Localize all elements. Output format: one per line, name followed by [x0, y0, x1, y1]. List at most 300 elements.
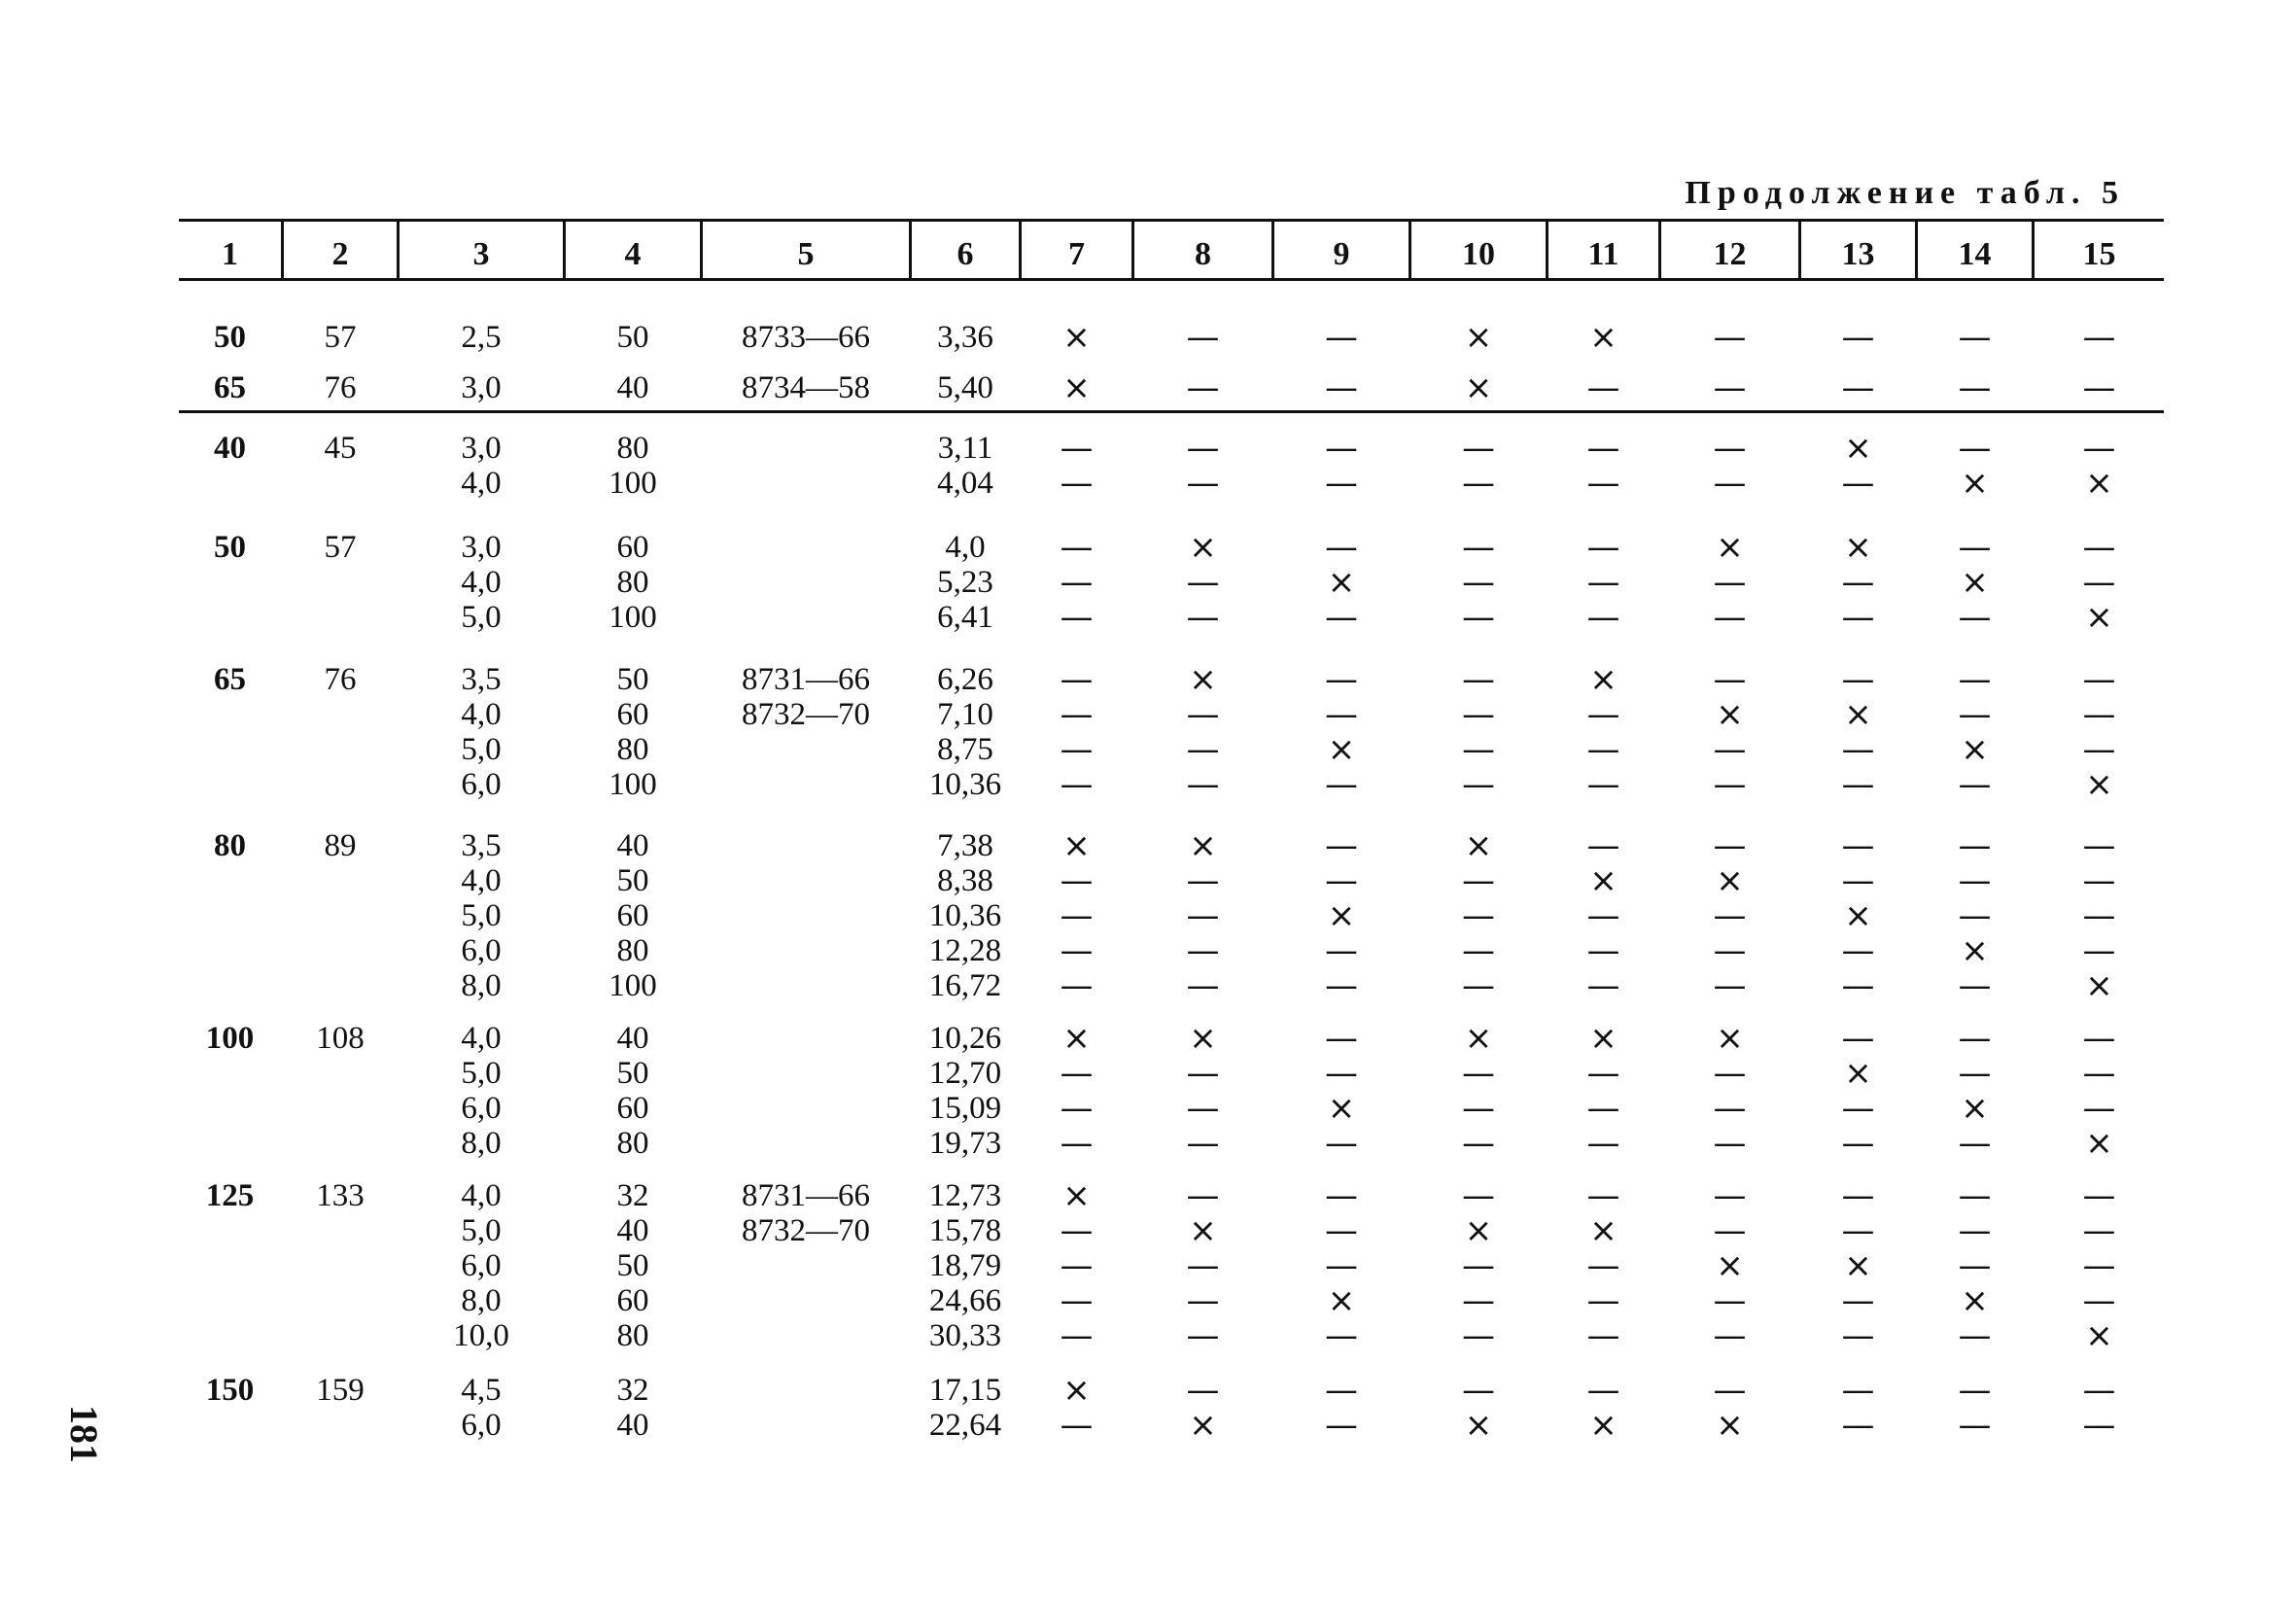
cell-flag-column-11: — — [1586, 695, 1620, 734]
cell-column-4: 32 — [616, 1373, 649, 1408]
cell-flag-column-9: — — [1325, 1246, 1358, 1285]
cell-flag-column-9: — — [1325, 1316, 1358, 1355]
cell-flag-column-14: — — [1958, 318, 1992, 357]
cell-outer-diameter-nominal: 50 — [214, 320, 246, 355]
cell-flag-column-7: — — [1060, 1211, 1094, 1250]
header-column-separator — [1271, 222, 1274, 278]
cell-flag-column-15: × — [2085, 598, 2113, 637]
cell-flag-column-10: — — [1462, 765, 1495, 804]
cell-flag-column-13: — — [1841, 1281, 1875, 1320]
cell-flag-column-7: × — [1062, 318, 1091, 357]
cell-wall-thickness: 6,0 — [461, 1091, 502, 1126]
cell-flag-column-15: — — [2082, 368, 2116, 407]
cell-flag-column-7: — — [1060, 695, 1094, 734]
cell-flag-column-7: — — [1060, 660, 1094, 699]
cell-flag-column-11: × — [1589, 861, 1618, 900]
cell-flag-column-9: — — [1325, 1371, 1358, 1410]
cell-flag-column-14: × — [1961, 730, 1989, 769]
cell-flag-column-15: — — [2082, 896, 2116, 935]
cell-flag-column-10: — — [1462, 730, 1495, 769]
cell-flag-column-9: — — [1325, 1406, 1358, 1445]
cell-flag-column-11: — — [1586, 1089, 1620, 1128]
cell-flag-column-11: — — [1586, 966, 1620, 1005]
cell-flag-column-15: — — [2082, 318, 2116, 357]
cell-flag-column-14: — — [1958, 1316, 1992, 1355]
cell-flag-column-9: — — [1325, 464, 1358, 503]
cell-flag-column-14: — — [1958, 1406, 1992, 1445]
cell-flag-column-9: — — [1325, 861, 1358, 900]
cell-flag-column-15: — — [2082, 660, 2116, 699]
cell-flag-column-7: — — [1060, 931, 1094, 970]
cell-flag-column-7: — — [1060, 528, 1094, 567]
cell-outer-diameter: 133 — [316, 1178, 365, 1213]
cell-flag-column-8: — — [1186, 464, 1220, 503]
cell-standard: 8731—66 — [742, 662, 870, 697]
cell-wall-thickness: 4,0 — [461, 863, 502, 898]
cell-wall-thickness: 3,5 — [461, 662, 502, 697]
cell-flag-column-13: — — [1841, 1371, 1875, 1410]
cell-flag-column-9: — — [1325, 368, 1358, 407]
cell-outer-diameter-nominal: 50 — [214, 530, 246, 565]
cell-mass: 6,41 — [937, 600, 993, 635]
cell-flag-column-10: — — [1462, 1089, 1495, 1128]
cell-mass: 19,73 — [928, 1126, 1002, 1161]
cell-flag-column-15: × — [2085, 1124, 2113, 1163]
cell-standard: 8732—70 — [742, 1213, 870, 1248]
cell-flag-column-13: — — [1841, 1406, 1875, 1445]
cell-flag-column-10: — — [1462, 861, 1495, 900]
cell-flag-column-13: — — [1841, 318, 1875, 357]
cell-flag-column-9: — — [1325, 695, 1358, 734]
cell-flag-column-8: × — [1189, 660, 1217, 699]
cell-flag-column-11: — — [1586, 931, 1620, 970]
cell-wall-thickness: 2,5 — [461, 320, 502, 355]
cell-flag-column-14: — — [1958, 695, 1992, 734]
cell-flag-column-7: — — [1060, 1246, 1094, 1285]
column-header-7: 7 — [1068, 236, 1085, 272]
cell-flag-column-10: — — [1462, 598, 1495, 637]
cell-flag-column-14: — — [1958, 528, 1992, 567]
cell-standard — [703, 767, 909, 802]
cell-flag-column-12: — — [1713, 1176, 1747, 1215]
cell-flag-column-11: — — [1586, 765, 1620, 804]
cell-flag-column-14: — — [1958, 1054, 1992, 1093]
cell-flag-column-9: — — [1325, 931, 1358, 970]
cell-column-4: 80 — [616, 732, 649, 767]
cell-outer-diameter-nominal: 40 — [214, 431, 246, 466]
cell-flag-column-13: — — [1841, 1316, 1875, 1355]
cell-flag-column-8: — — [1186, 318, 1220, 357]
header-column-separator — [1658, 222, 1661, 278]
cell-standard — [703, 1408, 909, 1443]
header-column-separator — [1915, 222, 1918, 278]
cell-flag-column-14: — — [1958, 861, 1992, 900]
cell-flag-column-13: — — [1841, 826, 1875, 865]
cell-flag-column-7: × — [1062, 826, 1091, 865]
cell-flag-column-12: — — [1713, 730, 1747, 769]
cell-outer-diameter: 57 — [324, 320, 357, 355]
cell-flag-column-14: — — [1958, 1124, 1992, 1163]
cell-column-4: 100 — [609, 968, 657, 1003]
cell-standard: 8734—58 — [742, 370, 870, 405]
cell-mass: 4,04 — [937, 466, 993, 501]
cell-flag-column-15: — — [2082, 861, 2116, 900]
cell-flag-column-13: × — [1844, 528, 1872, 567]
cell-flag-column-15: × — [2085, 464, 2113, 503]
cell-mass: 15,78 — [928, 1213, 1002, 1248]
cell-wall-thickness: 3,0 — [461, 431, 502, 466]
cell-flag-column-11: — — [1586, 1054, 1620, 1093]
cell-flag-column-12: — — [1713, 318, 1747, 357]
cell-flag-column-11: — — [1586, 528, 1620, 567]
cell-flag-column-11: — — [1586, 1124, 1620, 1163]
cell-flag-column-9: — — [1325, 429, 1358, 468]
cell-column-4: 32 — [616, 1178, 649, 1213]
cell-flag-column-13: — — [1841, 966, 1875, 1005]
page-number: 181 — [62, 1405, 106, 1463]
cell-wall-thickness: 6,0 — [461, 1248, 502, 1283]
cell-flag-column-7: × — [1062, 368, 1091, 407]
cell-flag-column-9: × — [1327, 1089, 1356, 1128]
cell-flag-column-8: — — [1186, 1281, 1220, 1320]
header-bottom-rule — [179, 278, 2164, 281]
cell-flag-column-8: — — [1186, 1124, 1220, 1163]
cell-flag-column-15: — — [2082, 1211, 2116, 1250]
cell-flag-column-12: — — [1713, 1211, 1747, 1250]
cell-column-4: 60 — [616, 1091, 649, 1126]
cell-wall-thickness: 5,0 — [461, 1213, 502, 1248]
cell-column-4: 100 — [609, 466, 657, 501]
cell-wall-thickness: 6,0 — [461, 933, 502, 968]
cell-flag-column-10: — — [1462, 1054, 1495, 1093]
column-header-11: 11 — [1587, 236, 1619, 272]
cell-outer-diameter-nominal: 65 — [214, 370, 246, 405]
column-header-12: 12 — [1713, 236, 1747, 272]
cell-outer-diameter: 76 — [324, 370, 357, 405]
cell-flag-column-7: × — [1062, 1019, 1091, 1058]
cell-flag-column-8: × — [1189, 826, 1217, 865]
cell-flag-column-14: — — [1958, 368, 1992, 407]
cell-flag-column-8: — — [1186, 896, 1220, 935]
cell-wall-thickness: 5,0 — [461, 600, 502, 635]
cell-wall-thickness: 3,0 — [461, 370, 502, 405]
cell-flag-column-8: — — [1186, 730, 1220, 769]
cell-flag-column-13: — — [1841, 1211, 1875, 1250]
cell-wall-thickness: 8,0 — [461, 1126, 502, 1161]
cell-mass: 8,75 — [937, 732, 993, 767]
cell-mass: 3,36 — [937, 320, 993, 355]
cell-wall-thickness: 10,0 — [453, 1318, 509, 1353]
cell-flag-column-15: — — [2082, 931, 2116, 970]
cell-flag-column-12: — — [1713, 826, 1747, 865]
cell-flag-column-11: — — [1586, 464, 1620, 503]
cell-flag-column-9: — — [1325, 765, 1358, 804]
cell-flag-column-14: — — [1958, 429, 1992, 468]
header-column-separator — [2032, 222, 2035, 278]
cell-mass: 12,70 — [928, 1056, 1002, 1091]
cell-standard — [703, 1318, 909, 1353]
cell-flag-column-15: — — [2082, 1176, 2116, 1215]
cell-flag-column-12: — — [1713, 1371, 1747, 1410]
cell-outer-diameter: 108 — [316, 1021, 365, 1056]
cell-flag-column-14: — — [1958, 1371, 1992, 1410]
cell-flag-column-12: — — [1713, 765, 1747, 804]
cell-flag-column-11: — — [1586, 1246, 1620, 1285]
column-header-13: 13 — [1841, 236, 1875, 272]
cell-column-4: 80 — [616, 1318, 649, 1353]
cell-flag-column-12: — — [1713, 1054, 1747, 1093]
cell-flag-column-15: — — [2082, 1246, 2116, 1285]
cell-wall-thickness: 4,0 — [461, 1021, 502, 1056]
cell-flag-column-10: — — [1462, 528, 1495, 567]
cell-flag-column-12: — — [1713, 1316, 1747, 1355]
column-header-1: 1 — [222, 236, 238, 272]
cell-column-4: 80 — [616, 1126, 649, 1161]
cell-column-4: 50 — [616, 863, 649, 898]
cell-wall-thickness: 8,0 — [461, 1283, 502, 1318]
cell-standard — [703, 828, 909, 863]
cell-flag-column-15: — — [2082, 1371, 2116, 1410]
cell-flag-column-15: — — [2082, 730, 2116, 769]
cell-flag-column-13: × — [1844, 429, 1872, 468]
cell-flag-column-7: — — [1060, 1089, 1094, 1128]
cell-standard: 8732—70 — [742, 697, 870, 732]
cell-outer-diameter: 89 — [324, 828, 357, 863]
cell-column-4: 40 — [616, 370, 649, 405]
cell-flag-column-12: × — [1716, 1246, 1744, 1285]
cell-flag-column-13: — — [1841, 1089, 1875, 1128]
cell-mass: 22,64 — [928, 1408, 1002, 1443]
cell-flag-column-10: — — [1462, 1316, 1495, 1355]
cell-flag-column-15: — — [2082, 826, 2116, 865]
cell-flag-column-9: × — [1327, 896, 1356, 935]
cell-flag-column-15: — — [2082, 1406, 2116, 1445]
cell-flag-column-14: — — [1958, 1246, 1992, 1285]
cell-flag-column-13: × — [1844, 1054, 1872, 1093]
cell-column-4: 80 — [616, 565, 649, 600]
cell-flag-column-13: — — [1841, 368, 1875, 407]
cell-flag-column-9: — — [1325, 528, 1358, 567]
cell-flag-column-8: — — [1186, 1054, 1220, 1093]
cell-flag-column-8: × — [1189, 528, 1217, 567]
column-header-9: 9 — [1333, 236, 1350, 272]
cell-flag-column-12: — — [1713, 464, 1747, 503]
cell-flag-column-7: — — [1060, 1124, 1094, 1163]
cell-flag-column-7: — — [1060, 1406, 1094, 1445]
cell-flag-column-14: — — [1958, 896, 1992, 935]
cell-mass: 24,66 — [928, 1283, 1002, 1318]
cell-flag-column-14: — — [1958, 1019, 1992, 1058]
cell-flag-column-13: × — [1844, 1246, 1872, 1285]
cell-standard — [703, 968, 909, 1003]
cell-flag-column-14: × — [1961, 1089, 1989, 1128]
cell-standard — [703, 1056, 909, 1091]
cell-flag-column-13: — — [1841, 1124, 1875, 1163]
cell-flag-column-12: — — [1713, 368, 1747, 407]
cell-flag-column-15: — — [2082, 1054, 2116, 1093]
cell-standard — [703, 933, 909, 968]
cell-mass: 5,23 — [937, 565, 993, 600]
cell-flag-column-15: × — [2085, 1316, 2113, 1355]
cell-mass: 17,15 — [928, 1373, 1002, 1408]
cell-column-4: 80 — [616, 431, 649, 466]
cell-flag-column-11: × — [1589, 318, 1618, 357]
column-header-14: 14 — [1958, 236, 1992, 272]
cell-flag-column-11: — — [1586, 1316, 1620, 1355]
cell-flag-column-10: — — [1462, 1246, 1495, 1285]
cell-flag-column-14: — — [1958, 1211, 1992, 1250]
cell-flag-column-9: — — [1325, 1176, 1358, 1215]
cell-flag-column-15: × — [2085, 966, 2113, 1005]
cell-flag-column-9: — — [1325, 966, 1358, 1005]
cell-column-4: 40 — [616, 1213, 649, 1248]
cell-flag-column-7: × — [1062, 1176, 1091, 1215]
cell-flag-column-11: — — [1586, 896, 1620, 935]
cell-standard — [703, 898, 909, 933]
cell-outer-diameter: 57 — [324, 530, 357, 565]
cell-flag-column-8: — — [1186, 695, 1220, 734]
cell-flag-column-10: — — [1462, 966, 1495, 1005]
cell-flag-column-12: × — [1716, 1406, 1744, 1445]
cell-flag-column-15: — — [2082, 1019, 2116, 1058]
cell-flag-column-10: — — [1462, 429, 1495, 468]
cell-flag-column-13: × — [1844, 695, 1872, 734]
cell-column-4: 40 — [616, 1021, 649, 1056]
cell-flag-column-8: — — [1186, 931, 1220, 970]
cell-flag-column-13: — — [1841, 931, 1875, 970]
cell-flag-column-8: — — [1186, 598, 1220, 637]
cell-mass: 10,36 — [928, 767, 1002, 802]
cell-column-4: 50 — [616, 1248, 649, 1283]
cell-column-4: 80 — [616, 933, 649, 968]
cell-flag-column-12: × — [1716, 1019, 1744, 1058]
cell-wall-thickness: 4,0 — [461, 565, 502, 600]
cell-mass: 12,28 — [928, 933, 1002, 968]
cell-flag-column-12: × — [1716, 861, 1744, 900]
cell-mass: 18,79 — [928, 1248, 1002, 1283]
cell-flag-column-10: × — [1464, 826, 1493, 865]
cell-flag-column-10: — — [1462, 464, 1495, 503]
cell-flag-column-9: — — [1325, 318, 1358, 357]
cell-standard — [703, 466, 909, 501]
cell-flag-column-8: — — [1186, 1246, 1220, 1285]
header-column-separator — [1019, 222, 1022, 278]
cell-outer-diameter-nominal: 80 — [214, 828, 246, 863]
cell-column-4: 50 — [616, 1056, 649, 1091]
cell-wall-thickness: 4,5 — [461, 1373, 502, 1408]
cell-mass: 3,11 — [937, 431, 993, 466]
header-column-separator — [1131, 222, 1134, 278]
column-header-15: 15 — [2082, 236, 2116, 272]
cell-flag-column-12: — — [1713, 563, 1747, 602]
cell-flag-column-15: — — [2082, 528, 2116, 567]
cell-outer-diameter-nominal: 150 — [205, 1373, 255, 1408]
cell-column-4: 40 — [616, 828, 649, 863]
cell-flag-column-8: — — [1186, 563, 1220, 602]
header-top-rule — [179, 219, 2164, 222]
cell-flag-column-9: × — [1327, 563, 1356, 602]
cell-column-4: 60 — [616, 530, 649, 565]
cell-outer-diameter: 76 — [324, 662, 357, 697]
cell-flag-column-10: × — [1464, 368, 1493, 407]
cell-standard — [703, 1126, 909, 1161]
cell-flag-column-13: × — [1844, 896, 1872, 935]
cell-flag-column-7: — — [1060, 1281, 1094, 1320]
cell-column-4: 100 — [609, 600, 657, 635]
cell-flag-column-15: — — [2082, 1089, 2116, 1128]
cell-flag-column-9: — — [1325, 598, 1358, 637]
header-column-separator — [909, 222, 912, 278]
cell-flag-column-15: — — [2082, 429, 2116, 468]
cell-flag-column-10: × — [1464, 1211, 1493, 1250]
cell-standard — [703, 1373, 909, 1408]
cell-flag-column-12: — — [1713, 1281, 1747, 1320]
cell-standard — [703, 431, 909, 466]
cell-flag-column-10: × — [1464, 318, 1493, 357]
cell-flag-column-13: — — [1841, 563, 1875, 602]
cell-wall-thickness: 4,0 — [461, 697, 502, 732]
cell-column-4: 60 — [616, 1283, 649, 1318]
column-header-6: 6 — [957, 236, 974, 272]
column-header-5: 5 — [797, 236, 815, 272]
cell-wall-thickness: 5,0 — [461, 1056, 502, 1091]
cell-flag-column-14: × — [1961, 931, 1989, 970]
cell-flag-column-13: — — [1841, 1019, 1875, 1058]
cell-standard — [703, 732, 909, 767]
cell-flag-column-8: × — [1189, 1211, 1217, 1250]
cell-flag-column-11: — — [1586, 368, 1620, 407]
cell-flag-column-8: — — [1186, 966, 1220, 1005]
cell-flag-column-14: — — [1958, 1176, 1992, 1215]
cell-outer-diameter-nominal: 65 — [214, 662, 246, 697]
cell-flag-column-12: — — [1713, 429, 1747, 468]
cell-outer-diameter: 45 — [324, 431, 357, 466]
cell-flag-column-7: × — [1062, 1371, 1091, 1410]
cell-flag-column-8: — — [1186, 368, 1220, 407]
cell-flag-column-13: — — [1841, 464, 1875, 503]
cell-standard — [703, 1283, 909, 1318]
cell-flag-column-8: — — [1186, 1089, 1220, 1128]
cell-flag-column-14: — — [1958, 826, 1992, 865]
cell-wall-thickness: 8,0 — [461, 968, 502, 1003]
cell-wall-thickness: 5,0 — [461, 732, 502, 767]
cell-flag-column-11: × — [1589, 660, 1618, 699]
cell-flag-column-11: — — [1586, 598, 1620, 637]
cell-flag-column-13: — — [1841, 861, 1875, 900]
header-column-separator — [281, 222, 284, 278]
cell-flag-column-13: — — [1841, 598, 1875, 637]
cell-column-4: 60 — [616, 898, 649, 933]
cell-flag-column-8: — — [1186, 861, 1220, 900]
cell-column-4: 60 — [616, 697, 649, 732]
cell-flag-column-11: × — [1589, 1406, 1618, 1445]
cell-flag-column-14: × — [1961, 1281, 1989, 1320]
cell-flag-column-14: — — [1958, 765, 1992, 804]
column-header-10: 10 — [1462, 236, 1495, 272]
cell-flag-column-14: × — [1961, 563, 1989, 602]
cell-standard: 8733—66 — [742, 320, 870, 355]
cell-flag-column-15: — — [2082, 563, 2116, 602]
cell-mass: 5,40 — [937, 370, 993, 405]
cell-flag-column-9: — — [1325, 1211, 1358, 1250]
cell-flag-column-11: — — [1586, 826, 1620, 865]
cell-wall-thickness: 5,0 — [461, 898, 502, 933]
cell-standard — [703, 1091, 909, 1126]
cell-flag-column-11: — — [1586, 1371, 1620, 1410]
cell-flag-column-8: — — [1186, 1176, 1220, 1215]
cell-column-4: 50 — [616, 320, 649, 355]
cell-flag-column-10: × — [1464, 1406, 1493, 1445]
